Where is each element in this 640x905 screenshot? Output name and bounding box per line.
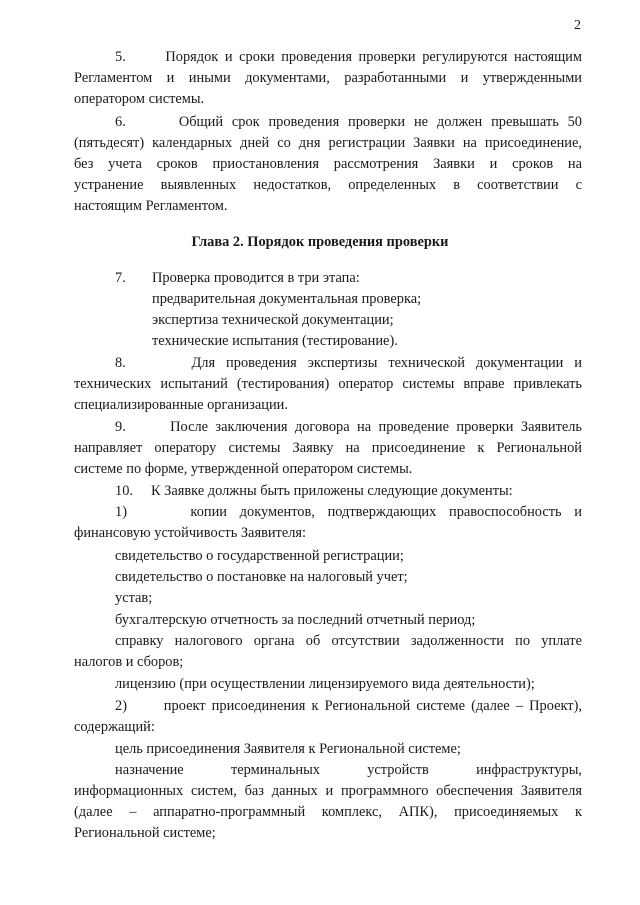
paragraph-8-line-3: специализированные организации. [74,397,288,413]
paragraph-7-item-1: предварительная документальная проверка; [152,291,422,307]
paragraph-8-line-1: 8. Для проведения экспертизы технической документации и [115,355,582,371]
paragraph-6-line-2: (пятьдесят) календарных дней со дня регистрации Заявки на присоединение, [74,135,582,151]
project-purpose-line-4: Региональной системе; [74,825,216,841]
page-number: 2 [574,18,581,33]
project-purpose-line-1: назначение терминальных устройств инфраструктуры, [115,762,582,778]
paragraph-6-line-3: без учета сроков приостановления рассмотрения Заявки и сроков на [74,156,582,172]
paragraph-5-line-3: оператором системы. [74,91,205,107]
project-purpose-line-2: информационных систем, баз данных и программного обеспечения Заявителя [74,783,582,799]
paragraph-6-line-5: настоящим Регламентом. [74,198,228,214]
paragraph-9-line-2: направляет оператору системы Заявку на присоединение к Региональной [74,440,582,456]
sub-item-2-line-2: содержащий: [74,719,155,735]
doc-item-registration: свидетельство о государственной регистрации; [115,548,404,564]
chapter-heading: Глава 2. Порядок проведения проверки [191,234,449,250]
paragraph-7-item-2: экспертиза технической документации; [152,312,394,328]
doc-item-tax-certificate-line-1: справку налогового органа об отсутствии задолженности по уплате [115,633,582,649]
doc-item-license: лицензию (при осуществлении лицензируемого вида деятельности); [115,676,535,692]
paragraph-6-line-4: устранение выявленных недостатков, определенных в соответствии с [74,177,582,193]
sub-item-1-line-1: 1) копии документов, подтверждающих правоспособность и [115,504,582,520]
doc-item-tax-certificate-line-2: налогов и сборов; [74,654,184,670]
doc-item-accounting: бухгалтерскую отчетность за последний отчетный период; [115,612,476,628]
paragraph-5-line-1: 5. Порядок и сроки проведения проверки регулируются настоящим [115,49,582,65]
doc-item-charter: устав; [115,590,153,606]
paragraph-5-line-2: Регламентом и иными документами, разработанными и утвержденными [74,70,582,86]
paragraph-7-item-3: технические испытания (тестирование). [152,333,398,349]
sub-item-1-line-2: финансовую устойчивость Заявителя: [74,525,307,541]
sub-item-2-line-1: 2) проект присоединения к Региональной системе (далее – Проект), [115,698,582,714]
paragraph-8-line-2: технических испытаний (тестирования) оператор системы вправе привлекать [74,376,582,392]
project-purpose-line-3: (далее – аппаратно-программный комплекс, АПК), присоединяемых к [74,804,582,820]
doc-item-tax-registration: свидетельство о постановке на налоговый учет; [115,569,408,585]
paragraph-9-line-3: системе по форме, утвержденной оператором системы. [74,461,413,477]
paragraph-6-line-1: 6. Общий срок проведения проверки не должен превышать 50 [115,114,582,130]
paragraph-7-lead: Проверка проводится в три этапа: [152,270,360,286]
project-goal: цель присоединения Заявителя к Региональной системе; [115,741,461,757]
paragraph-10: 10. К Заявке должны быть приложены следующие документы: [115,483,513,499]
paragraph-9-line-1: 9. После заключения договора на проведение проверки Заявитель [115,419,582,435]
paragraph-7-number: 7. [115,270,126,286]
